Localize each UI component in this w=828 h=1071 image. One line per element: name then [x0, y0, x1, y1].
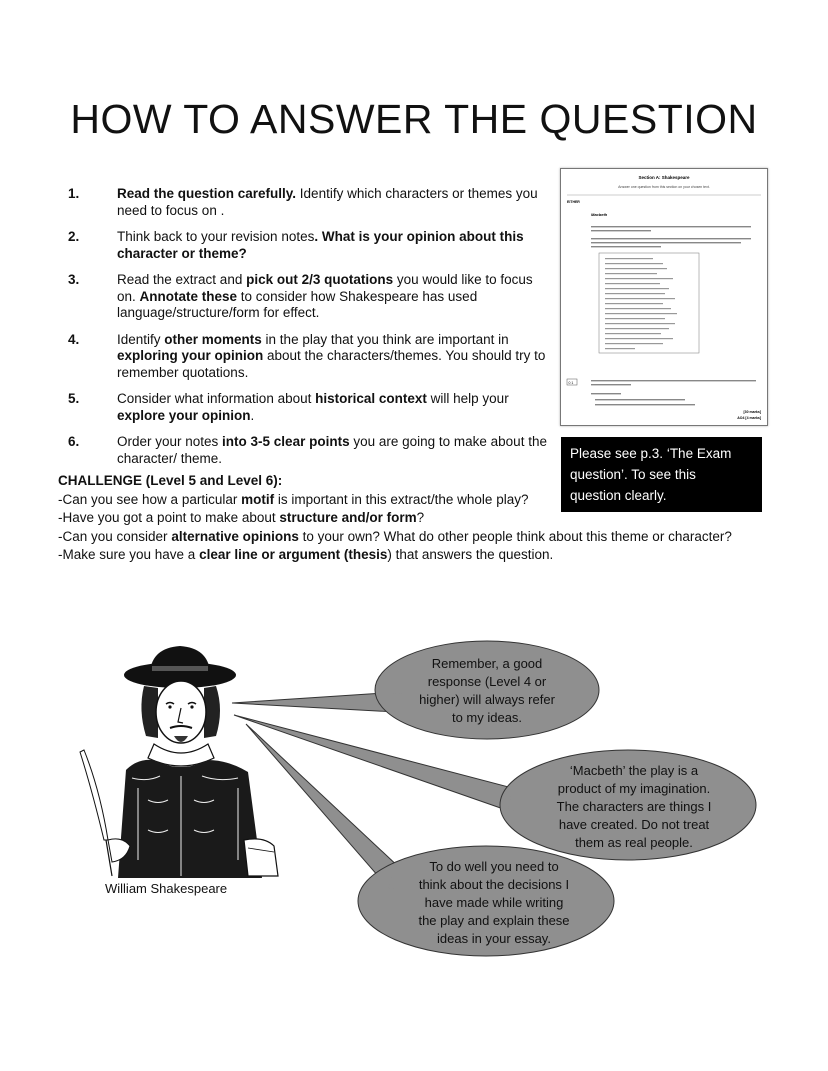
bubble-line: Remember, a good	[431, 656, 543, 671]
bubble-line: higher) will always refer	[419, 692, 555, 707]
challenge-heading: CHALLENGE (Level 5 and Level 6):	[58, 473, 283, 488]
step-text-part: pick out 2/3 quotations	[246, 272, 394, 287]
thumb-marks-1: [30 marks]	[743, 410, 761, 414]
challenge-text-part: motif	[241, 491, 275, 507]
step-text-part: .	[250, 407, 255, 423]
step-text-part: exploring your opinion	[117, 348, 264, 363]
scroll-icon	[244, 839, 278, 876]
thumb-play: Macbeth	[591, 212, 608, 217]
face	[156, 681, 206, 743]
challenge-text-part: alternative opinions	[171, 528, 299, 544]
step-number: 2.	[68, 229, 80, 244]
bubble-line: product of my imagination.	[557, 781, 711, 796]
step-text-part: in the play that you think are important in	[261, 331, 509, 347]
step-text-part: Identify	[117, 331, 165, 347]
bubble-line: ideas in your essay.	[437, 931, 551, 946]
step-text-part: other moments	[164, 331, 262, 347]
challenge-text-part: -Have you got a point to make about	[58, 510, 280, 525]
step-text-part: Order your notes	[117, 434, 223, 449]
step-number: 6.	[68, 434, 80, 449]
illustration-caption: William Shakespeare	[105, 881, 228, 896]
doublet	[118, 760, 262, 878]
step-text-part: you are going to make about the character/ theme.	[117, 434, 547, 466]
shakespeare-illustration	[78, 640, 308, 880]
bubble-line: the play and explain these	[418, 913, 570, 928]
step-text-part: Read the question carefully.	[117, 186, 297, 201]
challenge-text-part: clear line or argument (thesis	[199, 547, 388, 562]
bubble-line: have made while writing	[424, 895, 564, 910]
challenge-text-part: ) that answers the question.	[387, 547, 554, 562]
step-text-part: into 3-5 clear points	[222, 434, 350, 449]
thumb-instruction: Answer one question from this section on your chosen text.	[618, 185, 710, 189]
challenge-text-part: structure and/or form	[279, 510, 417, 525]
step-text-part: Think back to your revision notes	[117, 229, 315, 244]
bubble-line: to my ideas.	[451, 710, 523, 725]
bubble-line: To do well you need to	[429, 859, 559, 874]
page-title: HOW TO ANSWER THE QUESTION	[70, 96, 758, 142]
bubble-line: them as real people.	[575, 835, 693, 850]
step-text-part: you would like to focus on.	[117, 272, 533, 304]
thumb-either: EITHER	[567, 200, 580, 204]
step-text-part: will help your	[426, 391, 509, 406]
step-text-part: to consider how Shakespeare has used language/structure/form for effect.	[117, 288, 478, 320]
challenge-text-part: to your own? What do other people think about this theme or character?	[298, 528, 732, 544]
note-line: Please see p.3. ‘The Exam	[570, 446, 732, 461]
thumb-section-title: Section A: Shakespeare	[638, 175, 690, 180]
quill-icon	[80, 750, 108, 840]
bubble-line: The characters are things I	[556, 799, 712, 814]
challenge-text-part: -Can you consider	[58, 528, 172, 544]
step-number: 5.	[68, 391, 80, 406]
step-text-part: . What is your opinion about this character or theme?	[117, 229, 524, 261]
step-number: 3.	[68, 272, 80, 287]
bubble-line: response (Level 4 or	[427, 674, 547, 689]
note-line: question’. To see this	[570, 467, 696, 482]
step-number: 1.	[68, 186, 80, 201]
bubble-line: ‘Macbeth’ the play is a	[569, 763, 699, 778]
step-text-part: Read the extract and	[117, 272, 247, 287]
step-text-part: Identify which characters or themes you need to focus on .	[117, 186, 538, 218]
step-text-part: about the characters/themes. You should try to remember quotations.	[117, 348, 546, 380]
note-line: question clearly.	[570, 488, 667, 503]
step-text-part: Consider what information about	[117, 391, 316, 406]
step-number: 4.	[68, 331, 80, 347]
step-text-part: Annotate these	[139, 288, 238, 304]
challenge-text-part: -Make sure you have a	[58, 547, 200, 562]
bubble-line: have created. Do not treat	[558, 817, 710, 832]
step-text-part: explore your opinion	[117, 407, 251, 423]
thumb-question-number: 0 1	[568, 381, 574, 385]
challenge-text-part: ?	[416, 510, 425, 525]
step-text-part: historical context	[315, 391, 427, 406]
challenge-text-part: is important in this extract/the whole play?	[274, 491, 529, 507]
challenge-text-part: -Can you see how a particular	[58, 491, 242, 507]
bubble-line: think about the decisions I	[418, 877, 570, 892]
thumb-marks-2: AO4 [4 marks]	[737, 416, 761, 420]
